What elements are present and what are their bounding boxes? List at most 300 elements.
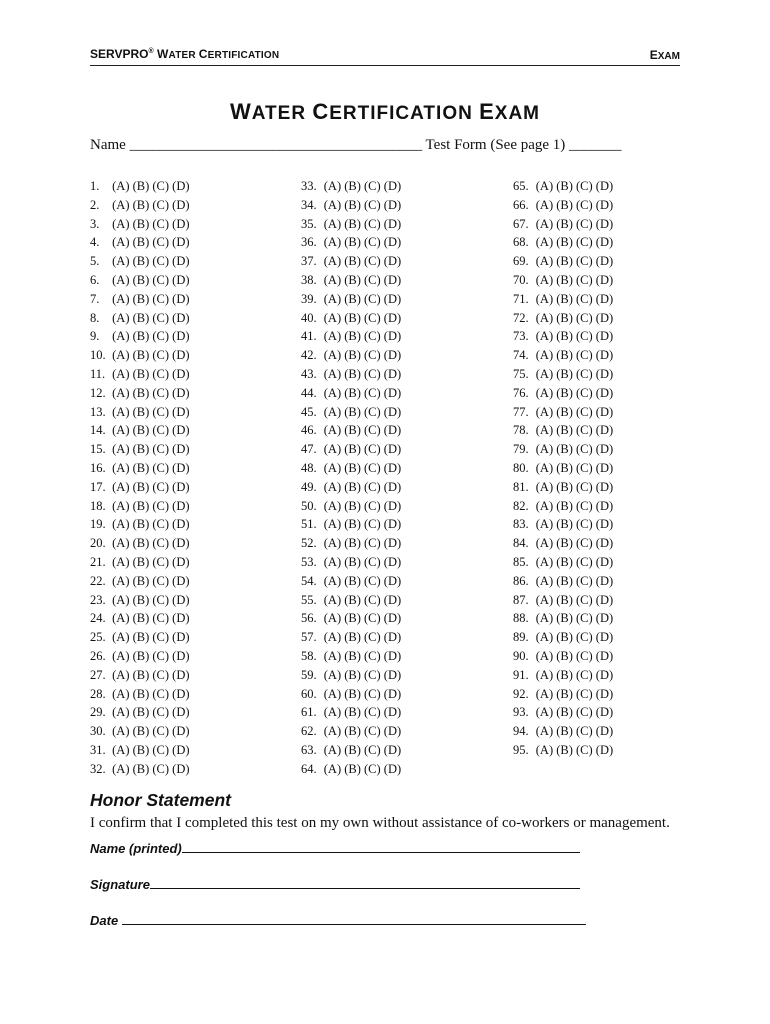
question-row	[90, 365, 270, 384]
title-cap-1: W	[229, 99, 252, 124]
answer-choices[interactable]: (A) (B) (C) (D)	[109, 479, 190, 494]
answer-choices[interactable]: (A) (B) (C) (D)	[532, 630, 614, 645]
answer-choices[interactable]: (A) (B) (C) (D)	[109, 460, 190, 475]
answer-choices[interactable]: (A) (B) (C) (D)	[532, 235, 614, 250]
question-number: 6.	[90, 272, 100, 287]
question-number: 19.	[90, 517, 106, 532]
answer-choices[interactable]: (A) (B) (C) (D)	[320, 536, 402, 551]
signature-field[interactable]	[90, 875, 580, 892]
question-number: 37.	[301, 254, 317, 269]
answer-choices[interactable]: (A) (B) (C) (D)	[320, 291, 402, 306]
question-row	[301, 478, 481, 497]
question-row	[90, 215, 270, 234]
question-row	[90, 685, 270, 704]
answer-choices[interactable]: (A) (B) (C) (D)	[532, 348, 614, 363]
answer-choices[interactable]: (A) (B) (C) (D)	[532, 460, 614, 475]
answer-choices[interactable]: (A) (B) (C) (D)	[320, 404, 402, 419]
answer-choices[interactable]: (A) (B) (C) (D)	[109, 423, 190, 438]
question-number: 54.	[301, 573, 317, 588]
question-row	[513, 365, 693, 384]
answer-choices[interactable]: (A) (B) (C) (D)	[109, 498, 190, 513]
question-number: 11.	[90, 366, 106, 381]
answer-choices[interactable]: (A) (B) (C) (D)	[320, 761, 402, 776]
question-number: 40.	[301, 310, 317, 325]
question-number: 62.	[301, 724, 317, 739]
question-number: 84.	[513, 536, 529, 551]
answer-choices[interactable]: (A) (B) (C) (D)	[109, 310, 190, 325]
question-number: 90.	[513, 648, 529, 663]
answer-choices[interactable]: (A) (B) (C) (D)	[320, 348, 402, 363]
question-row	[90, 440, 270, 459]
honor-text: I confirm that I completed this test on my own without assistance of co-workers or management.	[90, 815, 670, 831]
question-row	[513, 327, 693, 346]
question-row	[513, 271, 693, 290]
question-row	[301, 233, 481, 252]
answer-choices[interactable]: (A) (B) (C) (D)	[109, 235, 190, 250]
question-number: 72.	[513, 310, 529, 325]
answer-choices[interactable]: (A) (B) (C) (D)	[109, 554, 190, 569]
question-number: 39.	[301, 291, 317, 306]
question-row	[301, 553, 481, 572]
answer-choices[interactable]: (A) (B) (C) (D)	[109, 197, 190, 212]
answer-choices[interactable]: (A) (B) (C) (D)	[532, 385, 614, 400]
question-number: 8.	[90, 310, 100, 325]
question-row	[513, 233, 693, 252]
answer-choices[interactable]: (A) (B) (C) (D)	[532, 573, 614, 588]
question-number: 38.	[301, 272, 317, 287]
answer-choices[interactable]: (A) (B) (C) (D)	[532, 404, 614, 419]
question-row	[301, 271, 481, 290]
answer-choices[interactable]: (A) (B) (C) (D)	[109, 272, 190, 287]
answer-choices[interactable]: (A) (B) (C) (D)	[320, 385, 402, 400]
answer-choices[interactable]: (A) (B) (C) (D)	[109, 517, 190, 532]
answer-choices[interactable]: (A) (B) (C) (D)	[532, 667, 614, 682]
answer-choices[interactable]: (A) (B) (C) (D)	[532, 179, 614, 193]
page-header	[90, 47, 680, 66]
registered-mark: ®	[148, 48, 154, 55]
answer-choices[interactable]: (A) (B) (C) (D)	[532, 536, 614, 551]
answer-choices[interactable]: (A) (B) (C) (D)	[532, 366, 614, 381]
question-number: 15.	[90, 442, 106, 457]
question-number: 74.	[513, 348, 529, 363]
answer-choices[interactable]: (A) (B) (C) (D)	[320, 498, 402, 513]
question-number: 1.	[90, 179, 100, 193]
answer-choices[interactable]: (A) (B) (C) (D)	[532, 479, 614, 494]
date-line[interactable]	[122, 911, 586, 925]
question-row	[513, 346, 693, 365]
answer-choices[interactable]: (A) (B) (C) (D)	[532, 517, 614, 532]
answer-choices[interactable]: (A) (B) (C) (D)	[320, 630, 402, 645]
question-row	[513, 177, 693, 196]
answer-choices[interactable]: (A) (B) (C) (D)	[109, 667, 190, 682]
question-row	[513, 459, 693, 478]
question-number: 82.	[513, 498, 529, 513]
answer-choices[interactable]: (A) (B) (C) (D)	[320, 592, 402, 607]
header-right: EXAM	[649, 48, 680, 62]
answer-choices[interactable]: (A) (B) (C) (D)	[532, 648, 614, 663]
question-row	[90, 478, 270, 497]
question-row	[90, 271, 270, 290]
question-number: 61.	[301, 705, 317, 720]
question-row	[301, 685, 481, 704]
name-printed-field[interactable]	[90, 839, 580, 856]
question-number: 71.	[513, 291, 529, 306]
question-number: 58.	[301, 648, 317, 663]
answer-choices[interactable]: (A) (B) (C) (D)	[532, 310, 614, 325]
question-row	[301, 703, 481, 722]
question-number: 92.	[513, 686, 529, 701]
question-row	[301, 572, 481, 591]
answer-column-1	[90, 177, 270, 779]
signature-label: Signature	[90, 877, 150, 892]
question-row	[90, 421, 270, 440]
name-test-form-line[interactable]: Name _______________________________________ Test Form (See page 1) _______	[90, 137, 622, 153]
question-row	[90, 309, 270, 328]
question-number: 13.	[90, 404, 106, 419]
question-number: 76.	[513, 385, 529, 400]
answer-choices[interactable]: (A) (B) (C) (D)	[532, 254, 614, 269]
answer-choices[interactable]: (A) (B) (C) (D)	[109, 630, 190, 645]
question-row	[513, 440, 693, 459]
question-row	[90, 177, 270, 196]
question-row	[90, 515, 270, 534]
answer-choices[interactable]: (A) (B) (C) (D)	[109, 648, 190, 663]
question-row	[301, 647, 481, 666]
answer-choices[interactable]: (A) (B) (C) (D)	[320, 742, 402, 757]
question-number: 86.	[513, 573, 529, 588]
question-row	[301, 440, 481, 459]
question-number: 17.	[90, 479, 106, 494]
question-row	[513, 290, 693, 309]
answer-choices[interactable]: (A) (B) (C) (D)	[320, 460, 402, 475]
question-number: 52.	[301, 536, 317, 551]
answer-choices[interactable]: (A) (B) (C) (D)	[320, 517, 402, 532]
question-number: 70.	[513, 272, 529, 287]
question-number: 25.	[90, 630, 106, 645]
question-number: 45.	[301, 404, 317, 419]
question-row	[90, 459, 270, 478]
question-row	[90, 760, 270, 779]
brand-name: SERVPRO	[90, 47, 149, 61]
answer-choices[interactable]: (A) (B) (C) (D)	[320, 442, 402, 457]
question-row	[301, 722, 481, 741]
question-row	[301, 497, 481, 516]
question-number: 53.	[301, 554, 317, 569]
date-label: Date	[90, 913, 122, 928]
answer-choices[interactable]: (A) (B) (C) (D)	[109, 348, 190, 363]
question-number: 26.	[90, 648, 106, 663]
answer-choices[interactable]: (A) (B) (C) (D)	[532, 197, 614, 212]
answer-choices[interactable]: (A) (B) (C) (D)	[320, 705, 402, 720]
answer-choices[interactable]: (A) (B) (C) (D)	[320, 611, 402, 626]
question-row	[90, 290, 270, 309]
question-number: 65.	[513, 179, 529, 193]
question-row	[513, 534, 693, 553]
question-row	[90, 609, 270, 628]
answer-choices[interactable]: (A) (B) (C) (D)	[532, 442, 614, 457]
question-row	[90, 384, 270, 403]
question-number: 31.	[90, 742, 106, 757]
question-number: 9.	[90, 329, 100, 344]
title-rest-3: XAM	[494, 103, 541, 124]
answer-choices[interactable]: (A) (B) (C) (D)	[109, 442, 190, 457]
question-row	[90, 741, 270, 760]
question-number: 77.	[513, 404, 529, 419]
question-row	[90, 403, 270, 422]
question-row	[90, 647, 270, 666]
answer-choices[interactable]: (A) (B) (C) (D)	[320, 179, 402, 193]
question-row	[513, 421, 693, 440]
question-number: 48.	[301, 460, 317, 475]
answer-choices[interactable]: (A) (B) (C) (D)	[532, 592, 614, 607]
question-row	[301, 760, 481, 779]
question-number: 79.	[513, 442, 529, 457]
question-row	[90, 233, 270, 252]
question-number: 12.	[90, 385, 106, 400]
answer-choices[interactable]: (A) (B) (C) (D)	[532, 724, 614, 739]
question-number: 85.	[513, 554, 529, 569]
question-number: 78.	[513, 423, 529, 438]
answer-choices[interactable]: (A) (B) (C) (D)	[532, 272, 614, 287]
question-number: 5.	[90, 254, 100, 269]
question-row	[90, 628, 270, 647]
question-row	[301, 534, 481, 553]
question-number: 47.	[301, 442, 317, 457]
question-row	[513, 722, 693, 741]
answer-choices[interactable]: (A) (B) (C) (D)	[532, 216, 614, 231]
question-number: 44.	[301, 385, 317, 400]
question-number: 21.	[90, 554, 106, 569]
question-number: 88.	[513, 611, 529, 626]
title-rest-2: ERTIFICATION	[329, 103, 480, 124]
answer-choices[interactable]: (A) (B) (C) (D)	[109, 254, 190, 269]
signature-line[interactable]	[150, 875, 580, 889]
question-row	[513, 403, 693, 422]
question-number: 80.	[513, 460, 529, 475]
answer-choices[interactable]: (A) (B) (C) (D)	[109, 366, 190, 381]
question-row	[90, 572, 270, 591]
question-number: 16.	[90, 460, 106, 475]
question-row	[90, 553, 270, 572]
answer-choices[interactable]: (A) (B) (C) (D)	[532, 686, 614, 701]
header-left	[90, 47, 279, 61]
question-row	[301, 741, 481, 760]
question-row	[90, 703, 270, 722]
question-number: 69.	[513, 254, 529, 269]
question-row	[301, 252, 481, 271]
answer-choices[interactable]: (A) (B) (C) (D)	[532, 554, 614, 569]
question-number: 89.	[513, 630, 529, 645]
answer-choices[interactable]: (A) (B) (C) (D)	[320, 667, 402, 682]
title-cap-3: E	[479, 99, 495, 124]
question-number: 36.	[301, 235, 317, 250]
answer-choices[interactable]: (A) (B) (C) (D)	[532, 742, 614, 757]
question-number: 75.	[513, 366, 529, 381]
question-number: 91.	[513, 667, 529, 682]
answer-choices[interactable]: (A) (B) (C) (D)	[320, 724, 402, 739]
question-row	[513, 553, 693, 572]
answer-choices[interactable]: (A) (B) (C) (D)	[109, 592, 190, 607]
answer-choices[interactable]: (A) (B) (C) (D)	[109, 761, 190, 776]
answer-choices[interactable]: (A) (B) (C) (D)	[109, 724, 190, 739]
question-row	[513, 196, 693, 215]
answer-choices[interactable]: (A) (B) (C) (D)	[320, 366, 402, 381]
question-number: 27.	[90, 667, 106, 682]
answer-choices[interactable]: (A) (B) (C) (D)	[109, 404, 190, 419]
answer-choices[interactable]: (A) (B) (C) (D)	[320, 648, 402, 663]
question-row	[513, 628, 693, 647]
answer-choices[interactable]: (A) (B) (C) (D)	[320, 423, 402, 438]
question-number: 34.	[301, 197, 317, 212]
answer-choices[interactable]: (A) (B) (C) (D)	[532, 329, 614, 344]
question-row	[513, 252, 693, 271]
question-number: 81.	[513, 479, 529, 494]
answer-choices[interactable]: (A) (B) (C) (D)	[109, 179, 190, 193]
question-row	[301, 609, 481, 628]
question-number: 83.	[513, 517, 529, 532]
question-row	[513, 515, 693, 534]
question-number: 60.	[301, 686, 317, 701]
question-row	[301, 346, 481, 365]
answer-column-3	[513, 177, 693, 760]
question-row	[301, 384, 481, 403]
title-cap-2: C	[312, 99, 330, 124]
answer-choices[interactable]: (A) (B) (C) (D)	[109, 385, 190, 400]
question-number: 2.	[90, 197, 100, 212]
answer-choices[interactable]: (A) (B) (C) (D)	[532, 611, 614, 626]
question-number: 43.	[301, 366, 317, 381]
answer-choices[interactable]: (A) (B) (C) (D)	[532, 498, 614, 513]
answer-choices[interactable]: (A) (B) (C) (D)	[320, 554, 402, 569]
question-number: 93.	[513, 705, 529, 720]
question-number: 20.	[90, 536, 106, 551]
question-row	[301, 365, 481, 384]
question-row	[90, 196, 270, 215]
question-number: 42.	[301, 348, 317, 363]
question-row	[301, 403, 481, 422]
question-row	[90, 346, 270, 365]
answer-choices[interactable]: (A) (B) (C) (D)	[109, 686, 190, 701]
answer-column-2	[301, 177, 481, 779]
question-number: 14.	[90, 423, 106, 438]
answer-choices[interactable]: (A) (B) (C) (D)	[320, 573, 402, 588]
question-row	[301, 177, 481, 196]
answer-choices[interactable]: (A) (B) (C) (D)	[320, 272, 402, 287]
answer-choices[interactable]: (A) (B) (C) (D)	[109, 536, 190, 551]
answer-choices[interactable]: (A) (B) (C) (D)	[109, 573, 190, 588]
question-number: 41.	[301, 329, 317, 344]
question-number: 64.	[301, 761, 317, 776]
question-row	[513, 685, 693, 704]
question-row	[301, 290, 481, 309]
question-row	[513, 478, 693, 497]
question-row	[301, 309, 481, 328]
answer-choices[interactable]: (A) (B) (C) (D)	[320, 329, 402, 344]
answer-choices[interactable]: (A) (B) (C) (D)	[320, 216, 402, 231]
answer-choices[interactable]: (A) (B) (C) (D)	[320, 479, 402, 494]
question-row	[513, 572, 693, 591]
question-number: 50.	[301, 498, 317, 513]
question-row	[90, 722, 270, 741]
question-row	[301, 196, 481, 215]
answer-choices[interactable]: (A) (B) (C) (D)	[320, 310, 402, 325]
question-number: 10.	[90, 348, 106, 363]
date-field[interactable]	[90, 911, 586, 928]
question-number: 18.	[90, 498, 106, 513]
question-number: 33.	[301, 179, 317, 193]
question-number: 30.	[90, 724, 106, 739]
question-number: 66.	[513, 197, 529, 212]
question-number: 3.	[90, 216, 100, 231]
answer-choices[interactable]: (A) (B) (C) (D)	[320, 254, 402, 269]
question-row	[90, 591, 270, 610]
answer-choices[interactable]: (A) (B) (C) (D)	[320, 197, 402, 212]
question-number: 87.	[513, 592, 529, 607]
question-number: 24.	[90, 611, 106, 626]
question-row	[301, 666, 481, 685]
header-subtitle: WATER CERTIFICATION	[156, 47, 280, 61]
question-number: 7.	[90, 291, 100, 306]
question-row	[90, 534, 270, 553]
question-number: 94.	[513, 724, 529, 739]
question-number: 55.	[301, 592, 317, 607]
honor-heading: Honor Statement	[90, 790, 231, 810]
question-row	[513, 609, 693, 628]
question-row	[513, 703, 693, 722]
answer-choices[interactable]: (A) (B) (C) (D)	[109, 742, 190, 757]
question-row	[301, 459, 481, 478]
question-row	[513, 497, 693, 516]
question-number: 28.	[90, 686, 106, 701]
question-row	[513, 384, 693, 403]
question-row	[513, 741, 693, 760]
question-row	[513, 309, 693, 328]
question-number: 51.	[301, 517, 317, 532]
name-printed-label: Name (printed)	[90, 841, 182, 856]
answer-choices[interactable]: (A) (B) (C) (D)	[532, 423, 614, 438]
question-number: 95.	[513, 742, 529, 757]
question-number: 49.	[301, 479, 317, 494]
question-number: 56.	[301, 611, 317, 626]
question-number: 63.	[301, 742, 317, 757]
answer-choices[interactable]: (A) (B) (C) (D)	[320, 686, 402, 701]
question-row	[513, 666, 693, 685]
answer-choices[interactable]: (A) (B) (C) (D)	[532, 291, 614, 306]
answer-choices[interactable]: (A) (B) (C) (D)	[320, 235, 402, 250]
question-number: 73.	[513, 329, 529, 344]
question-number: 32.	[90, 761, 106, 776]
question-row	[301, 515, 481, 534]
question-number: 67.	[513, 216, 529, 231]
question-number: 68.	[513, 235, 529, 250]
question-row	[301, 327, 481, 346]
question-number: 59.	[301, 667, 317, 682]
answer-choices[interactable]: (A) (B) (C) (D)	[109, 611, 190, 626]
answer-choices[interactable]: (A) (B) (C) (D)	[109, 216, 190, 231]
question-row	[90, 327, 270, 346]
answer-choices[interactable]: (A) (B) (C) (D)	[109, 329, 190, 344]
question-number: 22.	[90, 573, 106, 588]
question-row	[90, 497, 270, 516]
question-row	[90, 666, 270, 685]
page-title	[0, 99, 770, 125]
answer-choices[interactable]: (A) (B) (C) (D)	[109, 705, 190, 720]
name-printed-line[interactable]	[182, 839, 580, 853]
answer-choices[interactable]: (A) (B) (C) (D)	[532, 705, 614, 720]
answer-choices[interactable]: (A) (B) (C) (D)	[109, 291, 190, 306]
question-row	[513, 215, 693, 234]
question-row	[301, 421, 481, 440]
